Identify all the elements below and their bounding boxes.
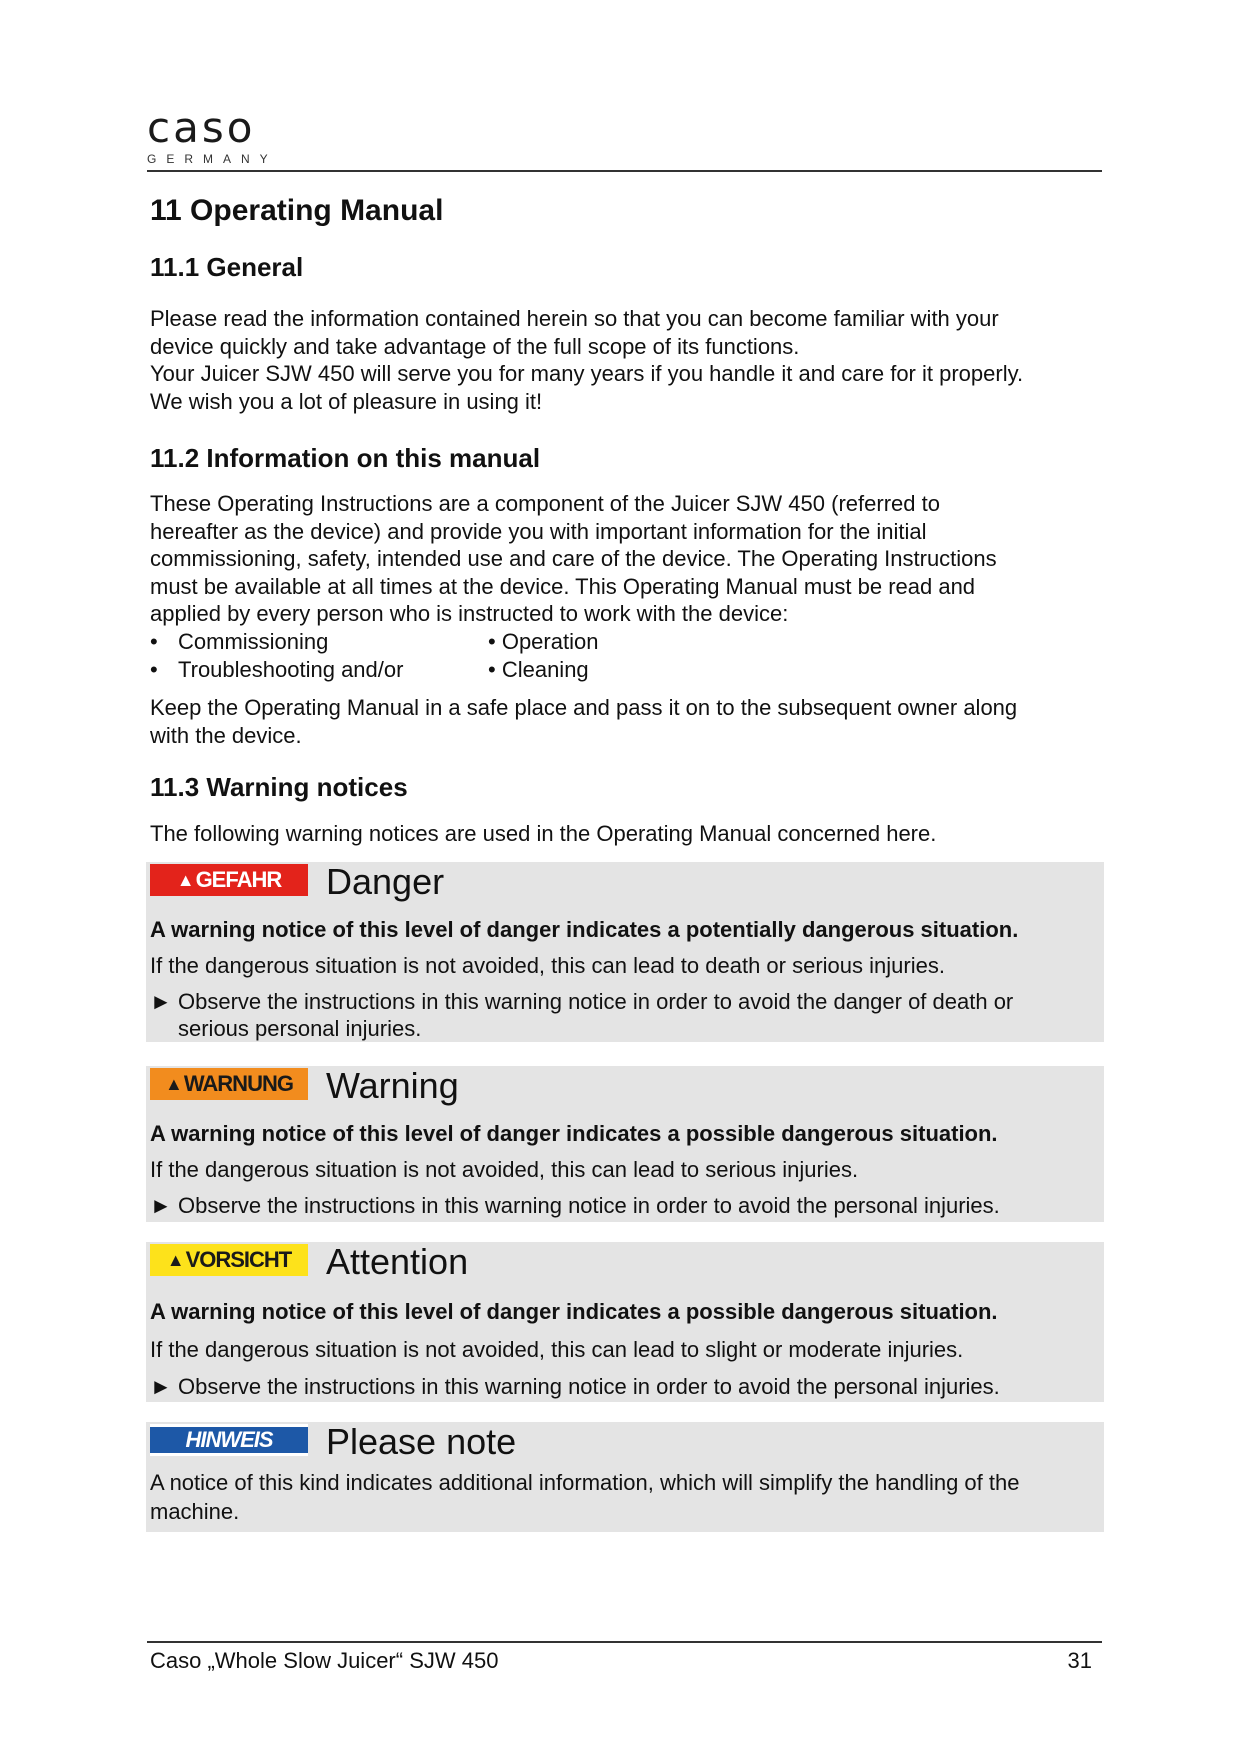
notice-instruction [150, 1373, 1100, 1400]
page-number: 31 [1067, 1648, 1092, 1673]
footer-title: Caso „Whole Slow Juicer“ SJW 450 [150, 1648, 499, 1673]
heading-general: 11.1 General [150, 252, 304, 282]
notice-consequence: If the dangerous situation is not avoided, this can lead to death or serious injuries. [150, 953, 945, 978]
text-line: Keep the Operating Manual in a safe place and pass it on to the subsequent owner along [150, 695, 1018, 720]
danger-notice [146, 862, 1104, 1042]
warning-notice [146, 1066, 1104, 1222]
bullet-list [150, 628, 850, 683]
arrow-icon: ► [150, 1374, 172, 1399]
bullet-item: Operation [501, 629, 599, 654]
text-line: A notice of this kind indicates additional information, which will simplify the handling of the [150, 1470, 1020, 1495]
attention-notice [146, 1242, 1104, 1402]
warning-triangle-icon: ▲ [176, 869, 194, 890]
notice-title: Danger [326, 861, 445, 902]
notice-definition: A warning notice of this level of danger indicates a potentially dangerous situation. [150, 917, 1019, 942]
bullet-item: Troubleshooting and/or [178, 656, 404, 682]
caso-logo [147, 103, 307, 172]
text-line: We wish you a lot of pleasure in using it! [150, 388, 543, 414]
instruction-line: Observe the instructions in this warning notice in order to avoid the danger of death or [178, 989, 1014, 1014]
header-divider [147, 170, 1102, 172]
footer-divider [147, 1641, 1102, 1643]
instruction-line: Observe the instructions in this warning notice in order to avoid the personal injuries. [178, 1193, 1000, 1218]
text-line: hereafter as the device) and provide you with important information for the initial [150, 518, 927, 544]
bullet-item: Commissioning [178, 629, 329, 654]
notice-instruction [150, 1192, 1100, 1219]
text-line: commissioning, safety, intended use and care of the device. The Operating Instructions [150, 546, 997, 571]
notice-consequence: If the dangerous situation is not avoided, this can lead to serious injuries. [150, 1157, 859, 1182]
text-line: Your Juicer SJW 450 will serve you for many years if you handle it and care for it properly. [150, 361, 1024, 386]
warning-intro: The following warning notices are used in the Operating Manual concerned here. [150, 821, 937, 846]
instruction-line: serious personal injuries. [178, 1016, 422, 1041]
badge-label: GEFAHR [195, 867, 282, 892]
notice-title: Attention [326, 1241, 469, 1282]
notice-body [150, 1468, 1100, 1526]
instruction-line: Observe the instructions in this warning notice in order to avoid the personal injuries. [178, 1374, 1000, 1399]
note-notice [146, 1422, 1104, 1532]
gefahr-badge [150, 864, 308, 896]
text-line: machine. [150, 1499, 240, 1524]
text-line: Please read the information contained herein so that you can become familiar with your [150, 306, 999, 331]
warning-triangle-icon: ▲ [166, 1249, 184, 1270]
bullet-symbol: • [150, 629, 158, 654]
page-title: 11 Operating Manual [150, 194, 444, 227]
bullet-symbol: • [488, 629, 496, 654]
badge-label: HINWEIS [185, 1427, 273, 1452]
text-line: with the device. [150, 722, 302, 748]
notice-definition: A warning notice of this level of danger indicates a possible dangerous situation. [150, 1121, 998, 1146]
notice-consequence: If the dangerous situation is not avoided, this can lead to slight or moderate injuries. [150, 1337, 964, 1362]
heading-warning-notices: 11.3 Warning notices [150, 772, 408, 802]
warning-triangle-icon: ▲ [165, 1073, 182, 1094]
bullet-row [150, 656, 850, 684]
keep-manual-paragraph [150, 694, 1100, 749]
warnung-badge [150, 1068, 308, 1100]
text-line: device quickly and take advantage of the full scope of its functions. [150, 333, 800, 359]
notice-title: Please note [326, 1421, 517, 1462]
bullet-row [150, 628, 850, 656]
bullet-symbol: • [488, 656, 496, 682]
heading-information: 11.2 Information on this manual [150, 443, 541, 473]
text-line: These Operating Instructions are a component of the Juicer SJW 450 (referred to [150, 491, 940, 516]
logo-subtitle: GERMANY [147, 152, 278, 166]
notice-instruction [150, 988, 1100, 1042]
badge-label: VORSICHT [185, 1247, 292, 1272]
arrow-icon: ► [150, 1193, 172, 1218]
vorsicht-badge [150, 1244, 308, 1276]
notice-title: Warning [326, 1065, 459, 1106]
notice-definition: A warning notice of this level of danger indicates a possible dangerous situation. [150, 1299, 998, 1324]
badge-label: WARNUNG [183, 1071, 293, 1096]
arrow-icon: ► [150, 989, 172, 1014]
text-line: must be available at all times at the device. This Operating Manual must be read and [150, 573, 976, 599]
hinweis-badge [150, 1424, 308, 1456]
text-line: applied by every person who is instructed to work with the device: [150, 601, 789, 626]
general-paragraph [150, 305, 1100, 415]
bullet-item: Cleaning [501, 656, 589, 682]
bullet-symbol: • [150, 656, 158, 682]
information-paragraph [150, 490, 1100, 628]
logo-wordmark: caso [147, 103, 256, 152]
